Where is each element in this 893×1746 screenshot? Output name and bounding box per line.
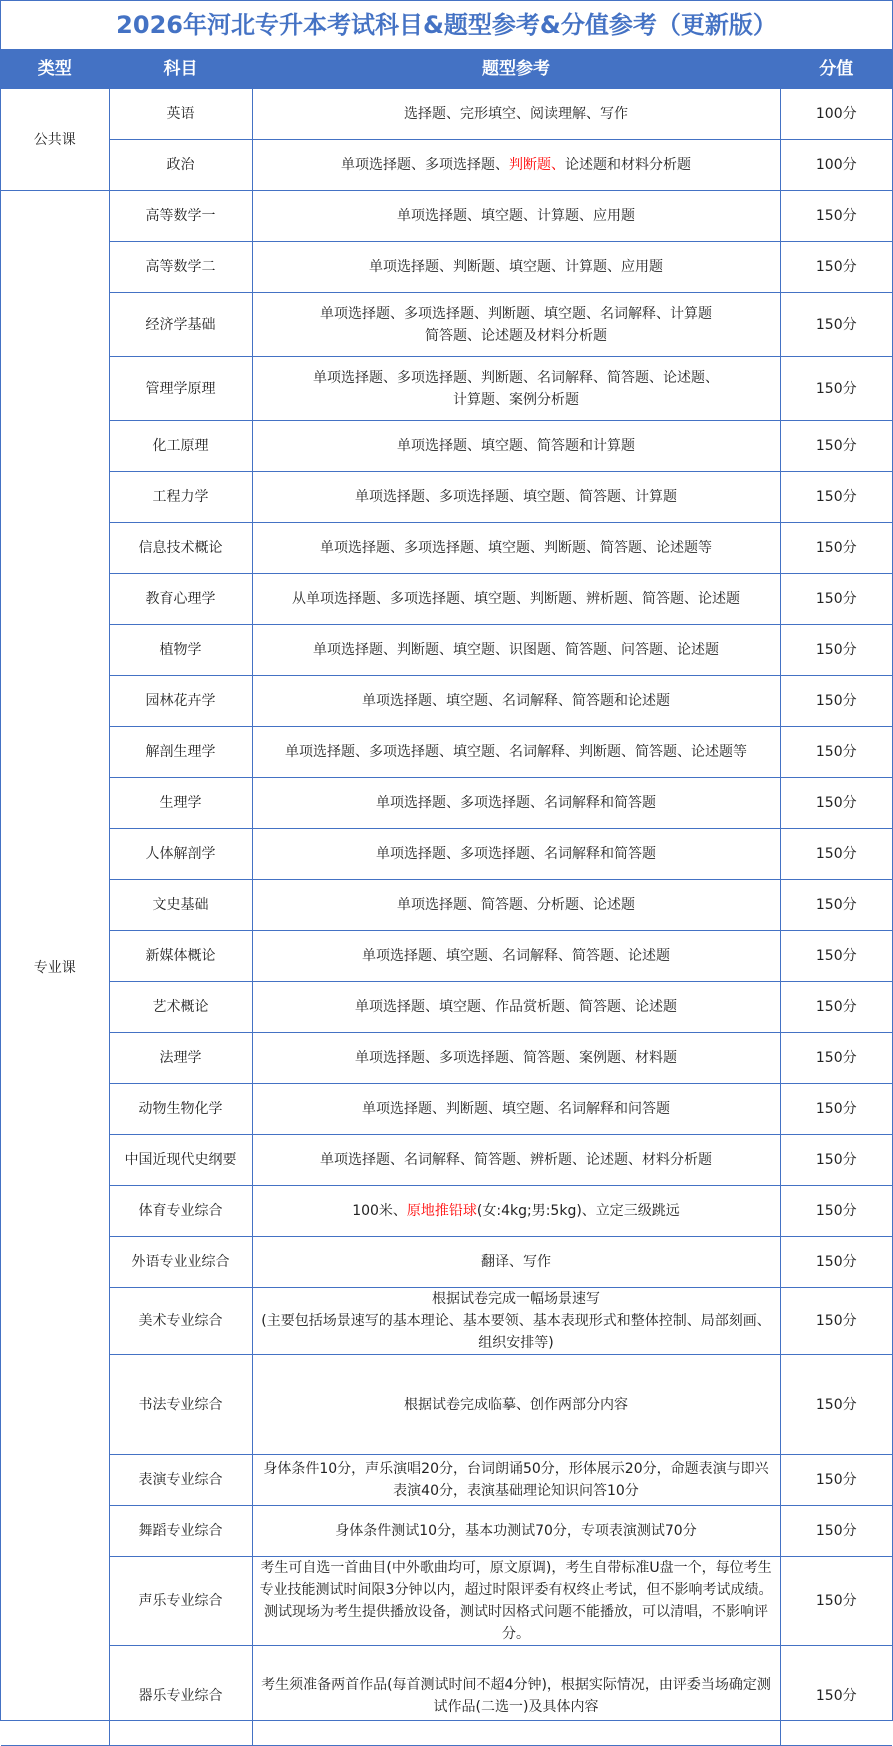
score-cell: 150分 [780,931,892,982]
score-cell: 150分 [780,880,892,931]
score-cell: 150分 [780,1557,892,1646]
format-text: 根据试卷完成一幅场景速写 [432,1291,600,1307]
score-cell: 150分 [780,982,892,1033]
score-cell: 100分 [780,140,892,191]
subject-cell: 美术专业综合 [109,1288,252,1355]
highlighted-text: 判断题、 [509,157,565,173]
score-cell: 150分 [780,1237,892,1288]
format-cell [252,293,780,357]
score-cell: 150分 [780,1455,892,1506]
table-row [1,727,892,778]
table-row [1,1135,892,1186]
score-cell: 150分 [780,1033,892,1084]
format-text: 单项选择题、填空题、简答题和计算题 [397,438,635,454]
category-cell: 专业课 [1,191,109,1746]
format-cell [252,1506,780,1557]
format-text: 论述题和材料分析题 [565,157,691,173]
table-row [1,1237,892,1288]
subject-cell: 政治 [109,140,252,191]
format-cell [252,1135,780,1186]
table-row [1,778,892,829]
table-row [1,1186,892,1237]
format-cell [252,880,780,931]
table-row [1,1033,892,1084]
score-cell: 150分 [780,625,892,676]
format-cell [252,1455,780,1506]
format-text: 单项选择题、判断题、填空题、名词解释和问答题 [362,1101,670,1117]
format-text: (女:4kg;男:5kg)、立定三级跳远 [476,1203,680,1219]
subject-cell: 器乐专业综合 [109,1646,252,1746]
subject-cell: 教育心理学 [109,574,252,625]
format-text: 考生须准备两首作品(每首测试时间不超4分钟)，根据实际情况，由评委当场确定测试作品(二选一)及具体内容 [261,1676,771,1715]
format-cell [252,1288,780,1355]
table-row [1,1646,892,1746]
format-text: 单项选择题、多项选择题、填空题、名词解释、判断题、简答题、论述题等 [285,744,747,760]
format-text: (主要包括场景速写的基本理论、基本要领、基本表现形式和整体控制、局部刻画、组织安排等) [261,1313,771,1351]
format-text: 选择题、完形填空、阅读理解、写作 [404,106,628,122]
score-cell: 150分 [780,293,892,357]
format-text: 身体条件10分，声乐演唱20分，台词朗诵50分，形体展示20分，命题表演与即兴表演40分，表演基础理论知识问答10分 [263,1461,769,1499]
table-row [1,982,892,1033]
format-text: 单项选择题、名词解释、简答题、辨析题、论述题、材料分析题 [320,1152,712,1168]
format-cell [252,1237,780,1288]
header-subject: 科目 [109,50,252,89]
highlighted-text: 原地推铅球 [406,1203,477,1219]
table-row [1,191,892,242]
table-row [1,1084,892,1135]
header-row [1,50,892,89]
subject-cell: 化工原理 [109,421,252,472]
format-text: 单项选择题、判断题、填空题、识图题、简答题、问答题、论述题 [313,642,719,658]
subject-cell: 解剖生理学 [109,727,252,778]
format-text: 单项选择题、简答题、分析题、论述题 [397,897,635,913]
subject-cell: 外语专业业综合 [109,1237,252,1288]
table-row [1,140,892,191]
format-text: 单项选择题、填空题、名词解释、简答题、论述题 [362,948,670,964]
format-cell [252,472,780,523]
table-body [1,89,892,1746]
format-cell [252,982,780,1033]
table-row [1,1557,892,1646]
subject-cell: 中国近现代史纲要 [109,1135,252,1186]
table-row [1,880,892,931]
format-cell [252,421,780,472]
subject-cell: 管理学原理 [109,357,252,421]
table-row [1,242,892,293]
format-text: 单项选择题、多项选择题、简答题、案例题、材料题 [355,1050,677,1066]
format-cell [252,1557,780,1646]
format-text: 单项选择题、多项选择题、 [341,157,509,173]
subject-cell: 体育专业综合 [109,1186,252,1237]
format-text: 单项选择题、判断题、填空题、计算题、应用题 [369,259,663,275]
format-cell [252,242,780,293]
score-cell: 150分 [780,1288,892,1355]
subject-cell: 工程力学 [109,472,252,523]
format-text: 单项选择题、多项选择题、判断题、名词解释、简答题、论述题、 [313,369,719,386]
subject-cell: 表演专业综合 [109,1455,252,1506]
format-cell [252,1186,780,1237]
subject-cell: 动物生物化学 [109,1084,252,1135]
format-cell [252,931,780,982]
table-row [1,1355,892,1455]
score-cell: 150分 [780,421,892,472]
format-text: 单项选择题、多项选择题、填空题、判断题、简答题、论述题等 [320,540,712,556]
score-cell: 150分 [780,242,892,293]
format-text: 单项选择题、填空题、计算题、应用题 [397,208,635,224]
format-text: 单项选择题、填空题、名词解释、简答题和论述题 [362,693,670,709]
subject-cell: 英语 [109,89,252,140]
exam-table [1,50,892,1746]
header-format: 题型参考 [252,50,780,89]
table-row [1,676,892,727]
score-cell: 150分 [780,1084,892,1135]
table-row [1,1288,892,1355]
format-cell [252,89,780,140]
format-cell [252,1084,780,1135]
format-cell [252,778,780,829]
table-row [1,523,892,574]
table-row [1,421,892,472]
format-cell [252,357,780,421]
score-cell: 150分 [780,1646,892,1746]
subject-cell: 声乐专业综合 [109,1557,252,1646]
format-text: 单项选择题、多项选择题、判断题、填空题、名词解释、计算题 [320,305,712,322]
table-row [1,829,892,880]
subject-cell: 园林花卉学 [109,676,252,727]
subject-cell: 信息技术概论 [109,523,252,574]
format-cell [252,727,780,778]
subject-cell: 法理学 [109,1033,252,1084]
format-text: 单项选择题、多项选择题、填空题、简答题、计算题 [355,489,677,505]
format-text: 计算题、案例分析题 [453,391,579,408]
score-cell: 100分 [780,89,892,140]
format-text: 翻译、写作 [481,1254,551,1270]
subject-cell: 植物学 [109,625,252,676]
format-cell [252,625,780,676]
subject-cell: 高等数学一 [109,191,252,242]
table-row [1,472,892,523]
subject-cell: 文史基础 [109,880,252,931]
format-text: 单项选择题、多项选择题、名词解释和简答题 [376,795,656,811]
score-cell: 150分 [780,1506,892,1557]
score-cell: 150分 [780,472,892,523]
table-row [1,625,892,676]
header-score: 分值 [780,50,892,89]
format-text: 单项选择题、多项选择题、名词解释和简答题 [376,846,656,862]
score-cell: 150分 [780,778,892,829]
format-cell [252,1355,780,1455]
format-text: 从单项选择题、多项选择题、填空题、判断题、辨析题、简答题、论述题 [292,591,740,607]
score-cell: 150分 [780,727,892,778]
score-cell: 150分 [780,1186,892,1237]
table-row [1,574,892,625]
subject-cell: 高等数学二 [109,242,252,293]
score-cell: 150分 [780,1135,892,1186]
score-cell: 150分 [780,191,892,242]
score-cell: 150分 [780,676,892,727]
format-cell [252,523,780,574]
format-cell [252,191,780,242]
score-cell: 150分 [780,829,892,880]
header-type: 类型 [1,50,109,89]
subject-cell: 经济学基础 [109,293,252,357]
format-text: 根据试卷完成临摹、创作两部分内容 [404,1396,628,1413]
subject-cell: 书法专业综合 [109,1355,252,1455]
table-row [1,1455,892,1506]
score-cell: 150分 [780,1355,892,1455]
subject-cell: 人体解剖学 [109,829,252,880]
format-text: 单项选择题、填空题、作品赏析题、简答题、论述题 [355,999,677,1015]
table-row [1,931,892,982]
subject-cell: 舞蹈专业综合 [109,1506,252,1557]
subject-cell: 生理学 [109,778,252,829]
category-cell: 公共课 [1,89,109,191]
format-cell [252,574,780,625]
score-cell: 150分 [780,523,892,574]
score-cell: 150分 [780,574,892,625]
table-row [1,89,892,140]
format-text: 简答题、论述题及材料分析题 [425,327,607,344]
score-cell: 150分 [780,357,892,421]
subject-cell: 艺术概论 [109,982,252,1033]
format-cell [252,1646,780,1746]
format-cell [252,676,780,727]
table-row [1,293,892,357]
format-text: 身体条件测试10分，基本功测试70分，专项表演测试70分 [335,1523,697,1539]
format-text: 考生可自选一首曲目(中外歌曲均可，原文原调)，考生自带标准U盘一个，每位考生专业技能测试时间限3分钟以内，超过时限评委有权终止考试，但不影响考试成绩。测试现场为考生提供播放设备，测试时因格式问题不能播放，可以清唱，不影响评分。 [259,1560,773,1642]
table-row [1,1506,892,1557]
table-row [1,357,892,421]
format-cell [252,1033,780,1084]
format-cell [252,829,780,880]
format-cell [252,140,780,191]
page-title: 2026年河北专升本考试科目&题型参考&分值参考（更新版） [1,1,892,50]
subject-cell: 新媒体概论 [109,931,252,982]
format-text: 100米、 [352,1203,407,1219]
